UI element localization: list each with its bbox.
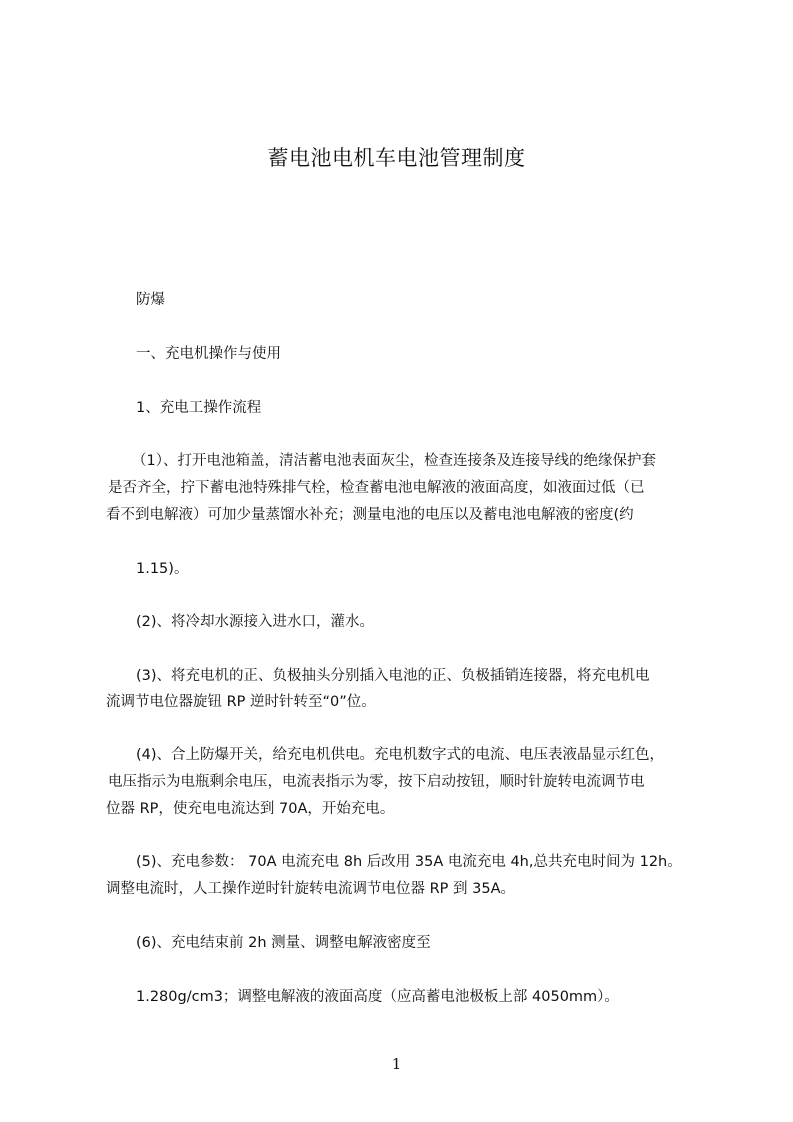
- section-label: 防爆: [136, 292, 165, 308]
- page-number: 1: [391, 1055, 402, 1073]
- step2-line1: (2)、将冷却水源接入进水口，灌水。: [136, 614, 375, 630]
- step3-line1: (3)、将充电机的正、负极抽头分别插入电池的正、负极插销连接器，将充电机电: [136, 668, 650, 684]
- step6-line1: (6)、充电结束前 2h 测量、调整电解液密度至: [136, 935, 431, 951]
- step1-line4: 1.15)。: [136, 561, 189, 577]
- step4-line1: (4)、合上防爆开关，给充电机供电。充电机数字式的电流、电压表液晶显示红色，: [136, 747, 665, 763]
- step3-line2: 流调节电位器旋钮 RP 逆时针转至“0”位。: [106, 694, 376, 710]
- step1-line3: 看不到电解液）可加少量蒸馏水补充；测量电池的电压以及蓄电池电解液的密度(约: [106, 507, 634, 523]
- step4-line3: 位器 RP，使充电电流达到 70A，开始充电。: [106, 801, 395, 817]
- step4-line2: 电压指示为电瓶剩余电压，电流表指示为零，按下启动按钮，顺时针旋转电流调节电: [108, 774, 645, 790]
- step1-line1: （1）、打开电池箱盖，清洁蓄电池表面灰尘，检查连接条及连接导线的绝缘保护套: [132, 453, 656, 469]
- heading-charger-operation: 一、充电机操作与使用: [136, 346, 281, 362]
- step6-line2: 1.280g/cm3；调整电解液的液面高度（应高蓄电池极板上部 4050mm）。: [136, 989, 619, 1005]
- step5-line1: (5)、充电参数： 70A 电流充电 8h 后改用 35A 电流充电 4h,总共充电时间为 12h。: [136, 854, 682, 870]
- step1-line2: 是否齐全，拧下蓄电池特殊排气栓，检查蓄电池电解液的液面高度，如液面过低（已: [108, 480, 645, 496]
- document-title: 蓄电池电机车电池管理制度: [267, 146, 526, 170]
- step5-line2: 调整电流时，人工操作逆时针旋转电流调节电位器 RP 到 35A。: [106, 881, 516, 897]
- heading-operation-procedure: 1、充电工操作流程: [136, 400, 262, 416]
